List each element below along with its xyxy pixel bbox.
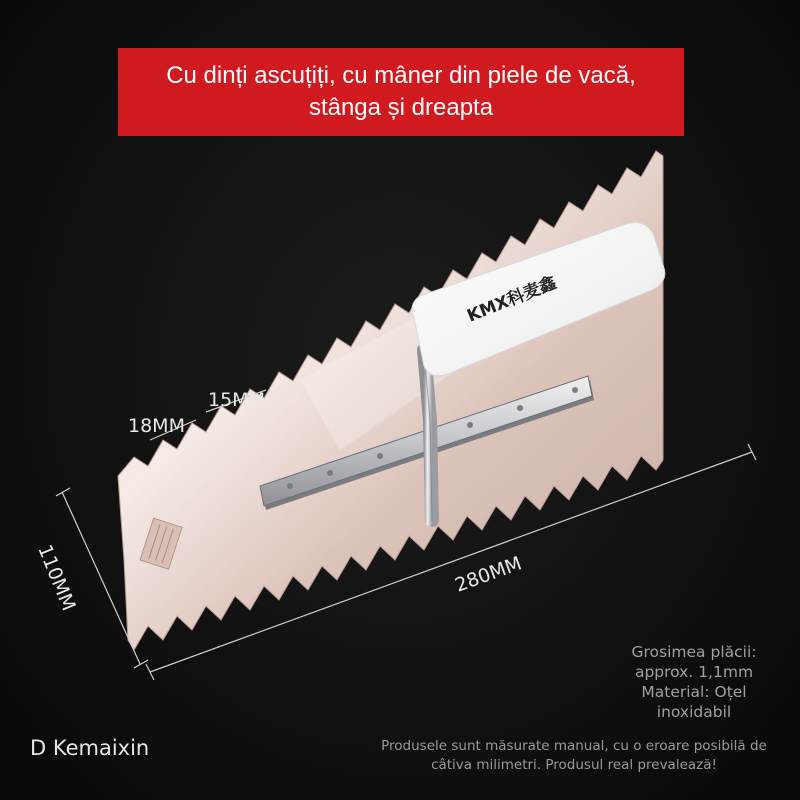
headline-line-2: stânga și dreapta [308, 94, 494, 121]
brand-name: D Kemaixin [30, 736, 150, 760]
grip-logo: KMX科麦鑫 [464, 272, 560, 327]
measurement-disclaimer [352, 737, 796, 775]
length-label: 280MM [452, 552, 525, 597]
tooth-gap-label: 15MM [208, 389, 265, 411]
spec-material-label: Material: Oțel [641, 683, 747, 701]
headline-line-1: Cu dinți ascuțiți, cu mâner din piele de vacă, [166, 62, 636, 89]
height-label: 110MM [33, 541, 80, 614]
disclaimer-line-2: câtiva milimetri. Produsul real prevalează! [431, 757, 717, 773]
spec-material-value: inoxidabil [656, 703, 732, 721]
spec-thickness-label: Grosimea plăcii: [631, 643, 757, 661]
disclaimer-line-1: Produsele sunt măsurate manual, cu o eroare posibilă de [381, 738, 767, 754]
spec-thickness-value: approx. 1,1mm [634, 663, 754, 681]
tooth-width-label: 18MM [128, 415, 185, 437]
specifications [596, 642, 792, 722]
